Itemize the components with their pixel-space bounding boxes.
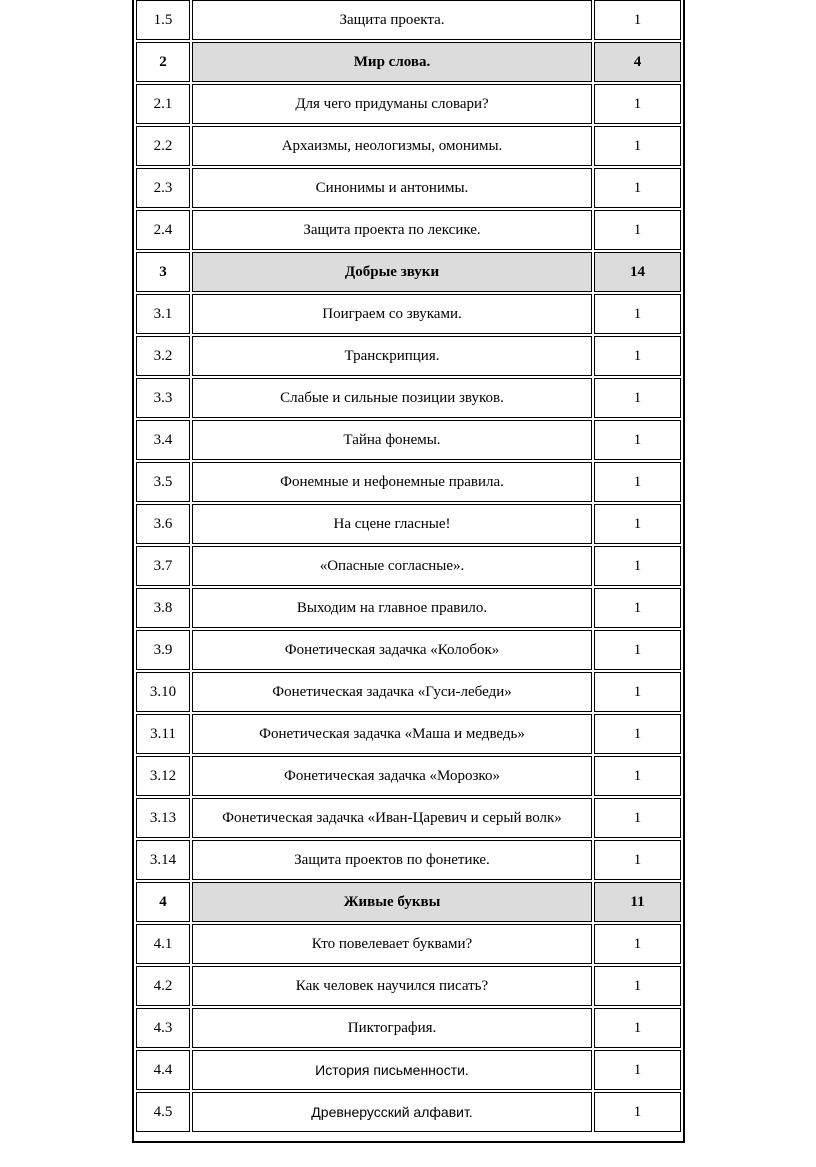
row-title: Добрые звуки bbox=[192, 252, 592, 292]
row-hours: 1 bbox=[594, 126, 681, 166]
row-title: На сцене гласные! bbox=[192, 504, 592, 544]
table-row bbox=[136, 378, 681, 418]
row-number: 3.13 bbox=[136, 798, 190, 838]
row-number: 2.4 bbox=[136, 210, 190, 250]
row-hours: 1 bbox=[594, 966, 681, 1006]
row-number: 3.3 bbox=[136, 378, 190, 418]
row-hours: 1 bbox=[594, 420, 681, 460]
row-title: Синонимы и антонимы. bbox=[192, 168, 592, 208]
row-number: 1.5 bbox=[136, 0, 190, 40]
row-hours: 1 bbox=[594, 336, 681, 376]
table-body bbox=[136, 0, 681, 1132]
table-row bbox=[136, 420, 681, 460]
row-hours: 1 bbox=[594, 462, 681, 502]
row-number: 3.9 bbox=[136, 630, 190, 670]
row-number: 2.3 bbox=[136, 168, 190, 208]
row-title: Фонетическая задачка «Гуси-лебеди» bbox=[192, 672, 592, 712]
row-title: «Опасные согласные». bbox=[192, 546, 592, 586]
row-hours: 1 bbox=[594, 294, 681, 334]
row-hours: 1 bbox=[594, 798, 681, 838]
row-title: Защита проектов по фонетике. bbox=[192, 840, 592, 880]
row-hours: 1 bbox=[594, 1050, 681, 1090]
table-row bbox=[136, 756, 681, 796]
row-number: 4.2 bbox=[136, 966, 190, 1006]
row-title: История письменности. bbox=[192, 1050, 592, 1090]
row-hours: 1 bbox=[594, 504, 681, 544]
row-title: Защита проекта по лексике. bbox=[192, 210, 592, 250]
row-number: 3.12 bbox=[136, 756, 190, 796]
table-row bbox=[136, 588, 681, 628]
row-hours: 11 bbox=[594, 882, 681, 922]
row-hours: 1 bbox=[594, 672, 681, 712]
row-title: Слабые и сильные позиции звуков. bbox=[192, 378, 592, 418]
row-title: Мир слова. bbox=[192, 42, 592, 82]
row-number: 4.4 bbox=[136, 1050, 190, 1090]
row-number: 4.3 bbox=[136, 1008, 190, 1048]
row-number: 3.1 bbox=[136, 294, 190, 334]
row-number: 3.7 bbox=[136, 546, 190, 586]
row-number: 3.5 bbox=[136, 462, 190, 502]
table-row bbox=[136, 210, 681, 250]
row-title: Фонетическая задачка «Маша и медведь» bbox=[192, 714, 592, 754]
row-hours: 1 bbox=[594, 0, 681, 40]
row-hours: 1 bbox=[594, 1092, 681, 1132]
row-title: Кто повелевает буквами? bbox=[192, 924, 592, 964]
row-hours: 1 bbox=[594, 84, 681, 124]
lesson-table bbox=[134, 0, 683, 1134]
row-title: Выходим на главное правило. bbox=[192, 588, 592, 628]
row-hours: 1 bbox=[594, 630, 681, 670]
row-number: 3.14 bbox=[136, 840, 190, 880]
table-row bbox=[136, 798, 681, 838]
row-number: 3.11 bbox=[136, 714, 190, 754]
row-title: Для чего придуманы словари? bbox=[192, 84, 592, 124]
row-number: 2.1 bbox=[136, 84, 190, 124]
row-number: 4 bbox=[136, 882, 190, 922]
row-number: 3.8 bbox=[136, 588, 190, 628]
row-title: Защита проекта. bbox=[192, 0, 592, 40]
row-hours: 1 bbox=[594, 588, 681, 628]
row-number: 2.2 bbox=[136, 126, 190, 166]
row-hours: 1 bbox=[594, 714, 681, 754]
section-row bbox=[136, 42, 681, 82]
row-number: 4.1 bbox=[136, 924, 190, 964]
row-title: Древнерусский алфавит. bbox=[192, 1092, 592, 1132]
row-hours: 1 bbox=[594, 924, 681, 964]
section-row bbox=[136, 252, 681, 292]
table-row bbox=[136, 840, 681, 880]
row-hours: 1 bbox=[594, 546, 681, 586]
table-row bbox=[136, 1050, 681, 1090]
row-hours: 1 bbox=[594, 840, 681, 880]
table-row bbox=[136, 966, 681, 1006]
row-title: Архаизмы, неологизмы, омонимы. bbox=[192, 126, 592, 166]
row-title: Транскрипция. bbox=[192, 336, 592, 376]
row-hours: 14 bbox=[594, 252, 681, 292]
row-hours: 1 bbox=[594, 378, 681, 418]
row-number: 3 bbox=[136, 252, 190, 292]
row-title: Фонетическая задачка «Морозко» bbox=[192, 756, 592, 796]
row-title: Как человек научился писать? bbox=[192, 966, 592, 1006]
table-row bbox=[136, 168, 681, 208]
table-row bbox=[136, 672, 681, 712]
lesson-plan-table bbox=[132, 0, 685, 1143]
row-number: 4.5 bbox=[136, 1092, 190, 1132]
row-title: Пиктография. bbox=[192, 1008, 592, 1048]
table-row bbox=[136, 294, 681, 334]
table-row bbox=[136, 0, 681, 40]
row-hours: 1 bbox=[594, 1008, 681, 1048]
row-title: Живые буквы bbox=[192, 882, 592, 922]
row-number: 2 bbox=[136, 42, 190, 82]
row-number: 3.4 bbox=[136, 420, 190, 460]
row-title: Поиграем со звуками. bbox=[192, 294, 592, 334]
row-title: Фонетическая задачка «Колобок» bbox=[192, 630, 592, 670]
row-title: Фонемные и нефонемные правила. bbox=[192, 462, 592, 502]
row-hours: 1 bbox=[594, 210, 681, 250]
table-row bbox=[136, 924, 681, 964]
section-row bbox=[136, 882, 681, 922]
table-row bbox=[136, 336, 681, 376]
table-row bbox=[136, 126, 681, 166]
row-hours: 1 bbox=[594, 168, 681, 208]
table-row bbox=[136, 546, 681, 586]
row-hours: 4 bbox=[594, 42, 681, 82]
row-number: 3.2 bbox=[136, 336, 190, 376]
table-row bbox=[136, 1008, 681, 1048]
table-row bbox=[136, 462, 681, 502]
row-title: Фонетическая задачка «Иван-Царевич и серый волк» bbox=[192, 798, 592, 838]
row-number: 3.10 bbox=[136, 672, 190, 712]
row-hours: 1 bbox=[594, 756, 681, 796]
table-row bbox=[136, 630, 681, 670]
row-number: 3.6 bbox=[136, 504, 190, 544]
table-row bbox=[136, 714, 681, 754]
table-row bbox=[136, 84, 681, 124]
table-row bbox=[136, 504, 681, 544]
table-row bbox=[136, 1092, 681, 1132]
row-title: Тайна фонемы. bbox=[192, 420, 592, 460]
